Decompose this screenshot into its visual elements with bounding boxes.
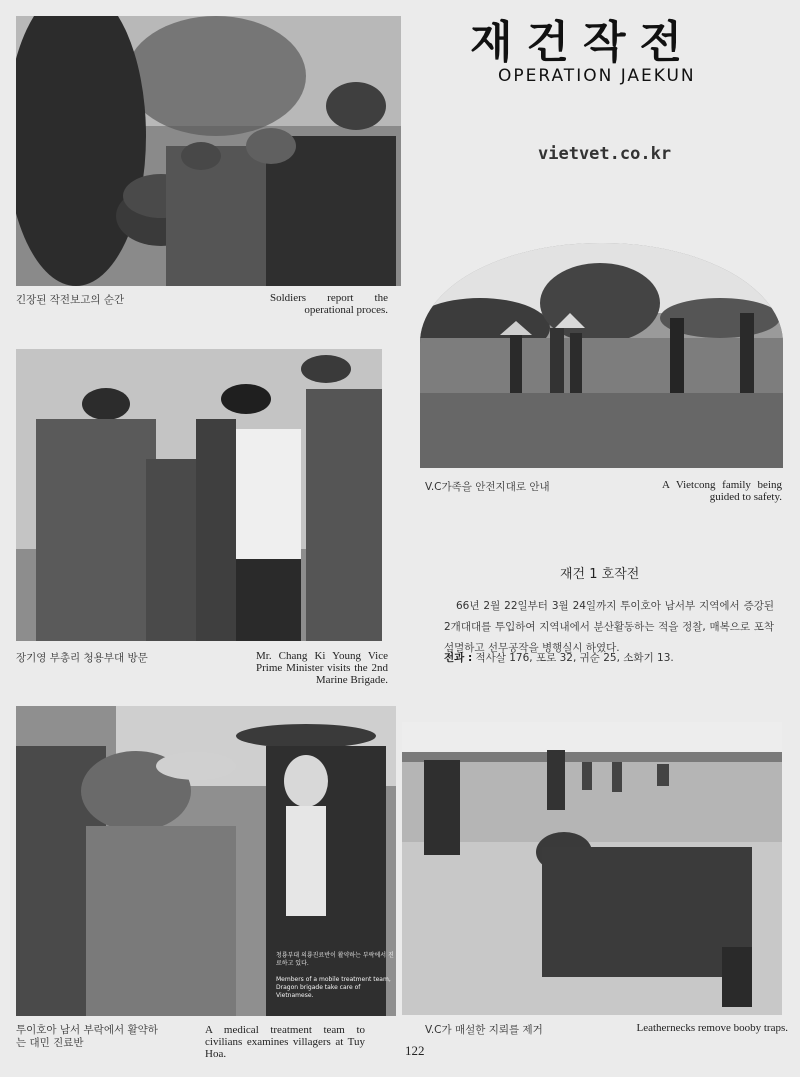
caption-english-photo-4: A medical treatment team to civilians examines villagers at Tuy Hoa.: [205, 1024, 365, 1060]
watermark: vietvet.co.kr: [538, 144, 672, 164]
article-result-text: 적사살 176, 포로 32, 귀순 25, 소화기 13.: [475, 652, 674, 664]
page-title-korean: 재건작전: [470, 17, 697, 68]
photo-overlay-korean: 청룡부대 의룡진료반이 활약하는 부락에서 진료하고 있다.: [276, 952, 394, 967]
photo-overlay-english: Members of a mobile treatment team, Dragon brigade take care of Vietnamese.: [276, 976, 391, 999]
caption-english-photo-3: Mr. Chang Ki Young Vice Prime Minister visits the 2nd Marine Brigade.: [256, 650, 388, 686]
caption-korean-photo-5: V.C가 매설한 지뢰를 제거: [425, 1024, 543, 1036]
article-result-label: 전과 :: [444, 652, 473, 664]
page-title-english: OPERATION JAEKUN: [498, 66, 696, 86]
photo-vietcong-family: [420, 243, 783, 468]
caption-korean-photo-4: 투이호아 남서 부락에서 활약하는 대민 진료반: [16, 1024, 158, 1049]
caption-korean-photo-1: 긴장된 작전보고의 순간: [16, 294, 125, 306]
photo-removing-booby-traps: [402, 722, 782, 1015]
article-body: 66년 2월 22일부터 3월 24일까지 투이호아 남서부 지역에서 증강된 2개대대를 투입하여 지역내에서 분산활동하는 적을 정찰, 매복으로 포착 섬멸하고 선무공작을 병행실시 하였다.: [444, 600, 774, 654]
photo-medical-team: [16, 706, 396, 1016]
caption-korean-photo-3: 장기영 부총리 청용부대 방문: [16, 652, 148, 664]
caption-english-photo-1: Soldiers report the operational proces.: [270, 292, 388, 316]
page-number: 122: [405, 1043, 425, 1058]
article-heading: 재건 1 호작전: [560, 567, 640, 582]
article-result: [444, 650, 774, 665]
photo-soldiers-report: [16, 16, 401, 286]
photo-vice-prime-minister-visit: [16, 349, 382, 641]
caption-english-photo-5: Leathernecks remove booby traps.: [636, 1022, 788, 1034]
caption-korean-photo-2: V.C가족을 안전지대로 안내: [425, 481, 550, 493]
caption-english-photo-2: A Vietcong family being guided to safety.: [662, 479, 782, 503]
